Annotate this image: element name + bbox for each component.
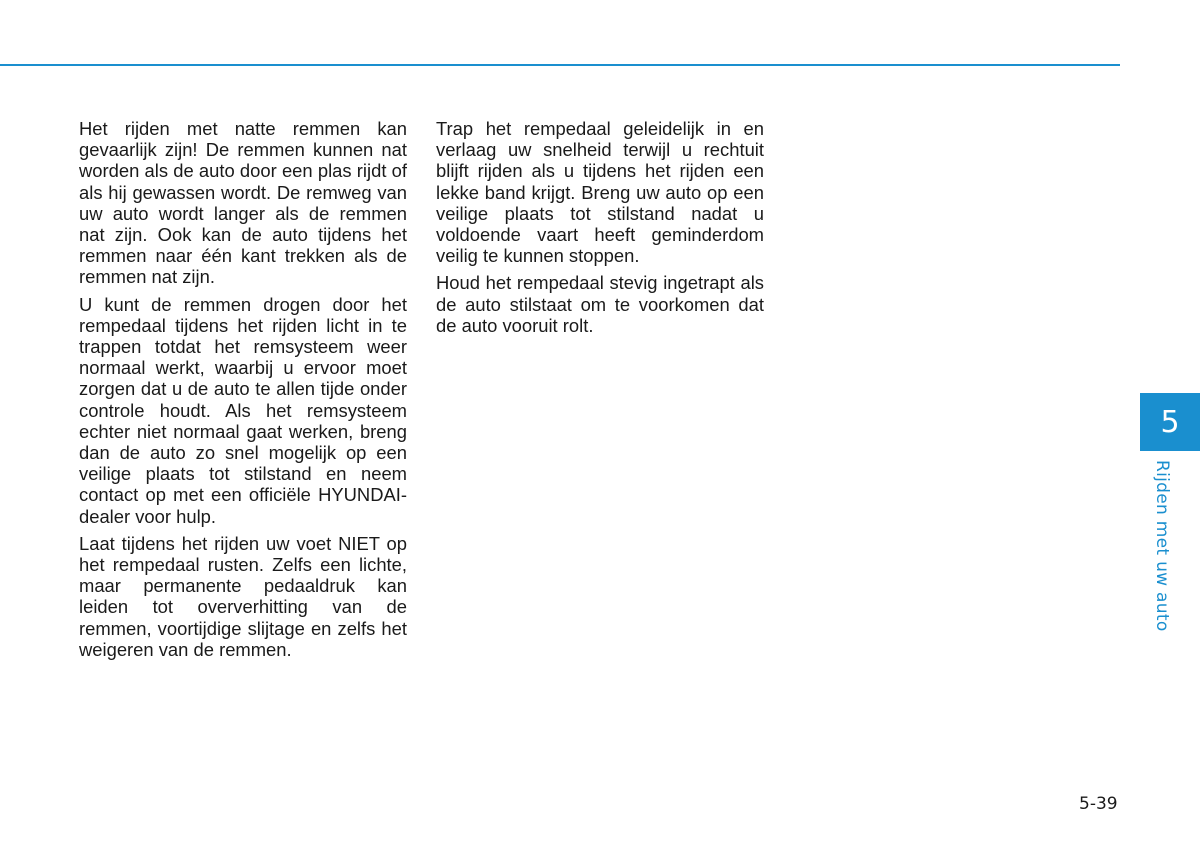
left-column [79, 118, 407, 666]
paragraph-flat-tire: Trap het rempedaal geleidelijk in en verlaag uw snelheid terwijl u rechtuit blijft rijden als u tijdens het rijden een lekke band krijgt. Breng uw auto op een veilige plaats tot stilstand nadat u voldoende vaart heeft geminderdom veilig te kunnen stoppen. [436, 118, 764, 267]
right-column [436, 118, 764, 342]
paragraph-wet-brakes: Het rijden met natte remmen kan gevaarlijk zijn! De remmen kunnen nat worden als de auto door een plas rijdt of als hij gewassen wordt. De remweg van uw auto wordt langer als de remmen nat zijn. Ook kan de auto tijdens het remmen naar één kant trekken als de remmen nat zijn. [79, 118, 407, 288]
chapter-title: Rijden met uw auto [1152, 460, 1172, 632]
page-number: 5-39 [1079, 794, 1118, 814]
paragraph-drying-brakes: U kunt de remmen drogen door het rempedaal tijdens het rijden licht in te trappen totdat het remsysteem weer normaal werkt, waarbij u ervoor moet zorgen dat u de auto te allen tijde onder controle houdt. Als het remsysteem echter niet normaal gaat werken, breng dan de auto zo snel mogelijk op een veilige plaats tot stilstand en neem contact op met een officiële HYUNDAI-dealer voor hulp. [79, 293, 407, 527]
paragraph-hold-pedal: Houd het rempedaal stevig ingetrapt als de auto stilstaat om te voorkomen dat de auto vooruit rolt. [436, 272, 764, 336]
chapter-number: 5 [1160, 404, 1180, 440]
chapter-tab [1140, 393, 1200, 451]
header-rule [0, 64, 1120, 66]
paragraph-foot-on-pedal: Laat tijdens het rijden uw voet NIET op het rempedaal rusten. Zelfs een lichte, maar permanente pedaaldruk kan leiden tot oververhitting van de remmen, voortijdige slijtage en zelfs het weigeren van de remmen. [79, 532, 407, 660]
